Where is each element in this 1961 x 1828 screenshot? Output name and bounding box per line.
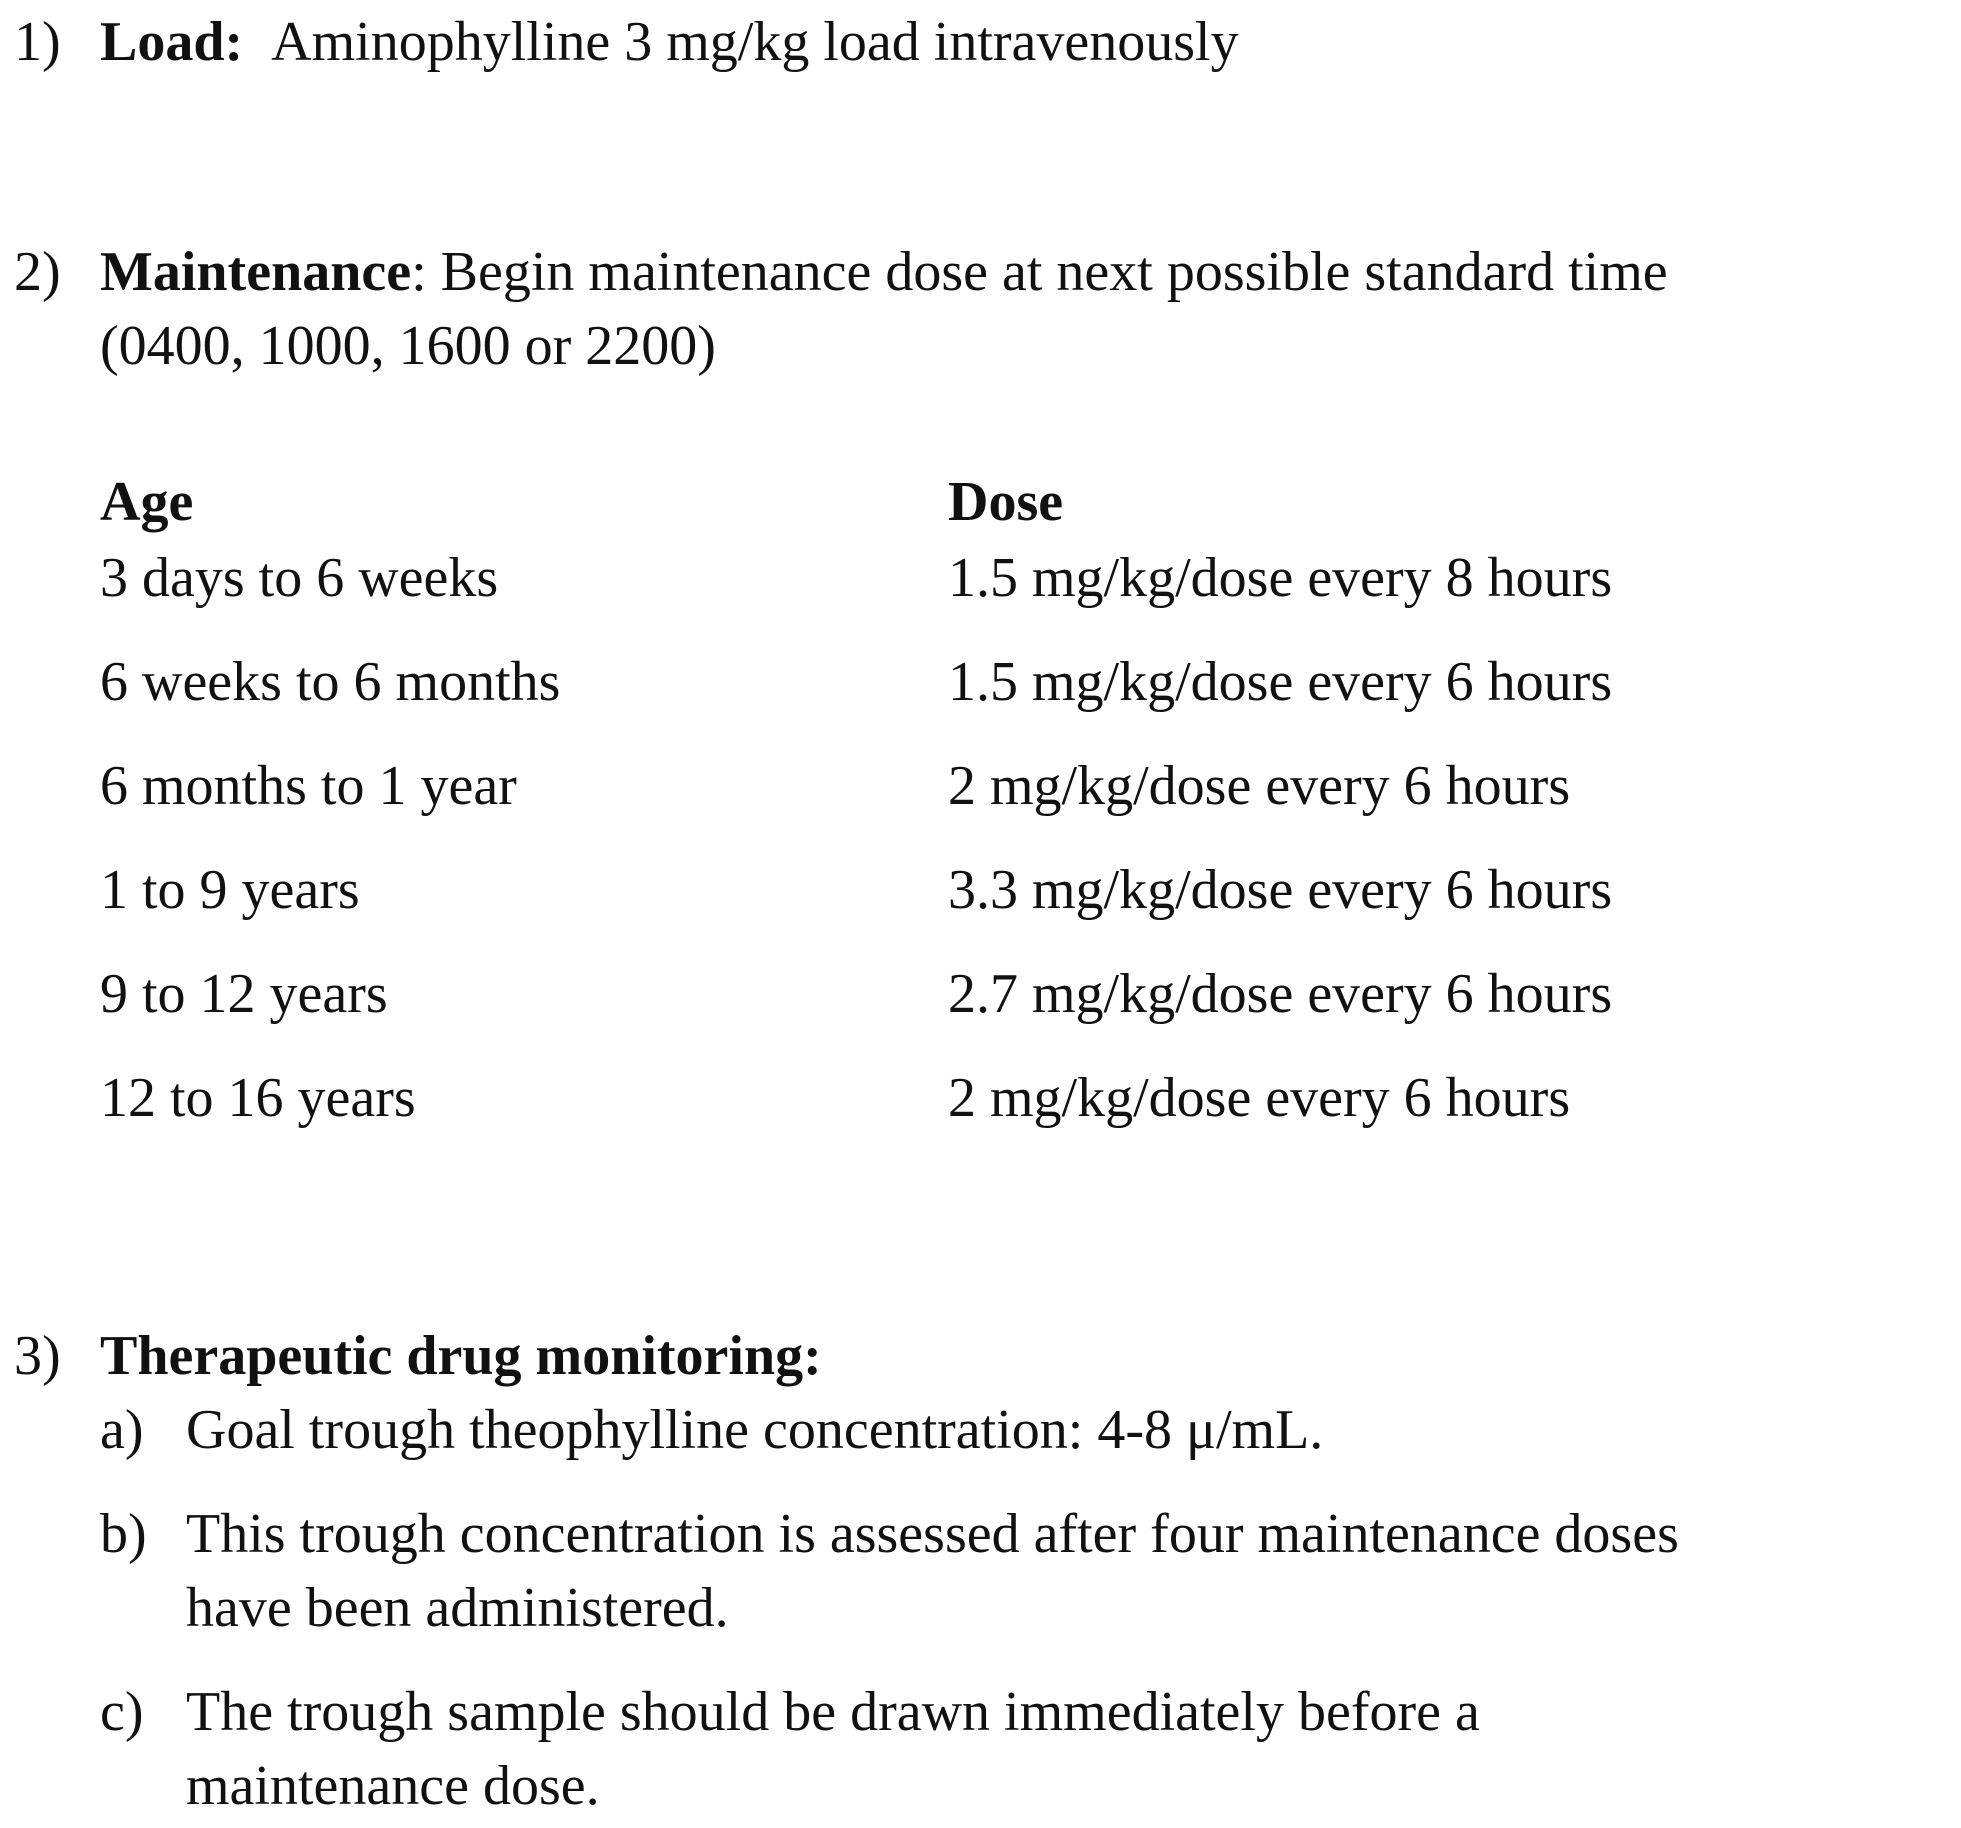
table-cell-dose: 1.5 mg/kg/dose every 8 hours	[948, 547, 1613, 609]
table-cell-age: 3 days to 6 weeks	[100, 547, 499, 609]
list-item-text: The trough sample should be drawn immediately before a	[186, 1681, 1480, 1743]
table-cell-age: 12 to 16 years	[100, 1067, 416, 1129]
table-cell-age: 6 weeks to 6 months	[100, 651, 561, 713]
section-number: 2)	[14, 241, 61, 303]
maintenance-text-2: (0400, 1000, 1600 or 2200)	[100, 315, 716, 377]
maintenance-text-1: : Begin maintenance dose at next possible standard time	[411, 241, 1668, 303]
table-cell-dose: 2 mg/kg/dose every 6 hours	[948, 1067, 1571, 1129]
section-number: 3)	[14, 1325, 61, 1387]
load-line	[100, 11, 1239, 73]
table-cell-dose: 2.7 mg/kg/dose every 6 hours	[948, 963, 1613, 1025]
maintenance-line-1	[100, 241, 1668, 303]
list-item-text: This trough concentration is assessed after four maintenance doses	[186, 1503, 1679, 1565]
list-item-letter: a)	[100, 1399, 144, 1461]
section-number: 1)	[14, 11, 61, 73]
list-item-text: Goal trough theophylline concentration: 4-8 μ/mL.	[186, 1399, 1324, 1461]
list-item-text: maintenance dose.	[186, 1755, 600, 1817]
list-item-text: have been administered.	[186, 1577, 729, 1639]
maintenance-heading: Maintenance	[100, 241, 412, 303]
table-cell-dose: 2 mg/kg/dose every 6 hours	[948, 755, 1571, 817]
table-cell-age: 6 months to 1 year	[100, 755, 517, 817]
table-cell-dose: 3.3 mg/kg/dose every 6 hours	[948, 859, 1613, 921]
load-text: Aminophylline 3 mg/kg load intravenously	[271, 11, 1239, 73]
table-header-dose: Dose	[948, 471, 1064, 533]
table-cell-age: 9 to 12 years	[100, 963, 388, 1025]
list-item-letter: b)	[100, 1503, 147, 1565]
list-item-letter: c)	[100, 1681, 144, 1743]
load-heading: Load:	[100, 11, 244, 73]
table-header-age: Age	[100, 471, 194, 533]
table-cell-dose: 1.5 mg/kg/dose every 6 hours	[948, 651, 1613, 713]
table-cell-age: 1 to 9 years	[100, 859, 360, 921]
monitoring-heading: Therapeutic drug monitoring:	[100, 1325, 822, 1387]
